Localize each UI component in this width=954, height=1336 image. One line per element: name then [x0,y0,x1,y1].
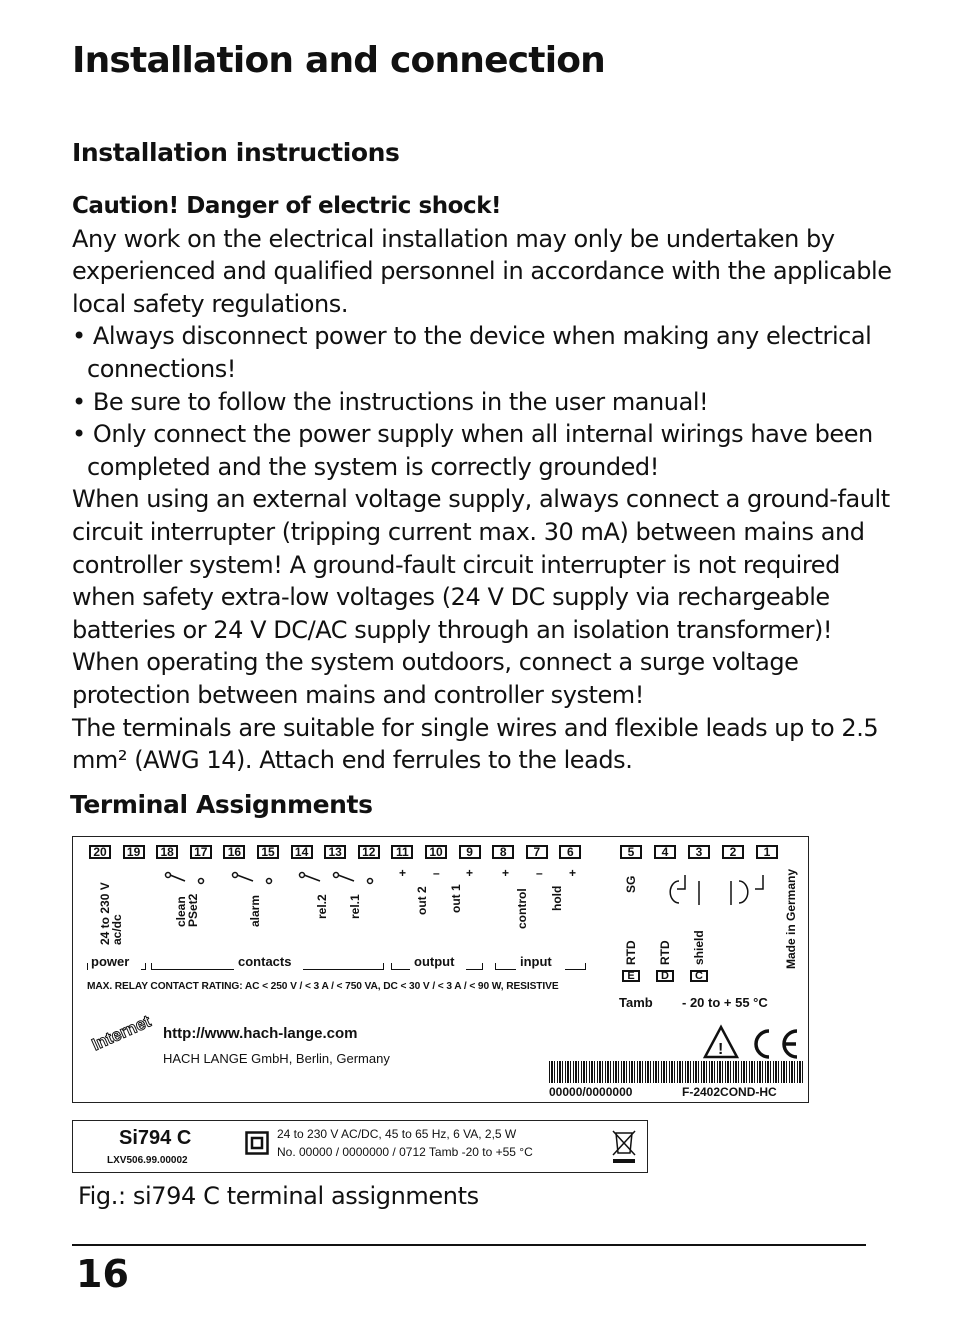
bracket-input-right [565,963,586,970]
terminal-18: 18 [156,845,178,859]
model-name: Si794 C [119,1127,192,1149]
bracket-power-left [87,963,88,970]
svg-text:!: ! [718,1041,724,1058]
group-output: output [414,954,455,969]
bullet-grounded: • Only connect the power supply when all internal wirings have been completed and the system is correctly grounded! [72,420,873,481]
section-heading-installation: Installation instructions [72,138,400,167]
bracket-input-left [495,963,516,970]
bracket-power-right [141,963,146,970]
terminal-14: 14 [291,845,313,859]
bullet-disconnect: • Always disconnect power to the device when making any electrical connections! [72,322,872,383]
svg-text:–: – [433,866,440,880]
barcode [549,1061,803,1083]
temp-range: - 20 to + 55 °C [682,995,768,1010]
paragraph-outdoors: When operating the system outdoors, connect a surge voltage protection between mains and controller system! [72,648,799,709]
max-relay-rating: MAX. RELAY CONTACT RATING: AC < 250 V / < 3 A / < 750 VA, DC < 30 V / < 3 A / < 90 W, RESISTIVE [87,981,559,992]
model-code: F-2402COND-HC [682,1085,777,1099]
double-insulation-icon [245,1131,269,1155]
made-in-germany: Made in Germany [784,868,798,969]
weee-bin-icon [611,1129,637,1165]
bracket-contacts-left [151,963,234,970]
warning-ce-icon [701,1023,801,1063]
caution-heading: Caution! Danger of electric shock! [72,193,502,219]
signal-rel2: rel.2 [315,894,329,919]
company-name: HACH LANGE GmbH, Berlin, Germany [163,1051,390,1066]
bracket-contacts-right [303,963,384,970]
terminal-1: 1 [756,845,778,859]
svg-text:+: + [466,866,474,880]
footer-rule [72,1244,866,1246]
signal-rtd-e: RTD [624,940,638,965]
paragraph-gfci: When using an external voltage supply, always connect a ground-fault circuit interrupter (tripping current max. 30 mA) between mains and controller system! A ground-fault circuit interrupter is not required when safety extra-low voltages (24 V DC supply via rechargeable batteries or 24 V DC/AC supply through an isolation transformer)! [72,485,890,644]
terminal-12: 12 [358,845,380,859]
tamb-label: Tamb [619,995,653,1010]
signal-out2: out 2 [415,886,429,915]
terminal-20: 20 [89,845,111,859]
spec-line-1: 24 to 230 V AC/DC, 45 to 65 Hz, 6 VA, 2,5 W [277,1127,517,1141]
section-heading-terminal: Terminal Assignments [70,790,373,819]
terminal-17: 17 [190,845,212,859]
terminal-16: 16 [223,845,245,859]
terminal-7: 7 [526,845,548,859]
svg-text:+: + [502,866,510,880]
internet-logo: Internet [89,1011,154,1055]
terminal-d: D [656,970,674,982]
terminal-13: 13 [324,845,346,859]
signal-hold: hold [550,885,564,911]
contact-symbols [73,837,810,957]
signal-power: 24 to 230 V ac/dc [98,882,124,945]
installation-text [72,190,892,777]
terminal-4: 4 [654,845,676,859]
page-title: Installation and connection [72,40,605,81]
paragraph-terminals: The terminals are suitable for single wires and flexible leads up to 2.5 mm² (AWG 14). Attach end ferrules to the leads. [72,713,879,775]
svg-text:+: + [399,866,407,880]
page-number: 16 [76,1252,129,1296]
signal-rtd-d: RTD [658,940,672,965]
svg-text:+: + [569,866,577,880]
terminal-11: 11 [391,845,413,859]
type-plate [72,1120,648,1173]
terminal-e: E [622,970,640,982]
terminal-c: C [690,970,708,982]
group-input: input [520,954,552,969]
bullet-manual: • Be sure to follow the instructions in the user manual! [72,387,709,416]
terminal-3: 3 [688,845,710,859]
terminal-6: 6 [559,845,581,859]
bracket-output-left [391,963,410,970]
bracket-output-right [466,963,483,970]
group-power: power [91,954,130,969]
terminal-10: 10 [425,845,447,859]
signal-sg: SG [624,875,638,893]
figure-caption: Fig.: si794 C terminal assignments [78,1182,479,1210]
website-url[interactable]: http://www.hach-lange.com [163,1025,358,1042]
group-contacts: contacts [238,954,292,969]
terminal-5: 5 [620,845,642,859]
svg-text:–: – [536,866,543,880]
signal-alarm: alarm [248,894,262,927]
terminal-label [72,836,809,1103]
signal-clean-pset2: clean PSet2 [174,893,200,927]
spec-line-2: No. 00000 / 0000000 / 0712 Tamb -20 to +55 °C [277,1145,533,1159]
terminal-2: 2 [722,845,744,859]
terminal-15: 15 [257,845,279,859]
serial-number: 00000/0000000 [549,1085,633,1099]
signal-out1: out 1 [449,884,463,913]
signal-shield: shield [692,930,706,965]
paragraph-qualified: Any work on the electrical installation may only be undertaken by experienced and qualified personnel in accordance with the applicable local safety regulations. [72,224,892,318]
signal-rel1: rel.1 [348,894,362,919]
signal-control: control [515,888,529,929]
part-number: LXV506.99.00002 [107,1155,188,1166]
terminal-8: 8 [492,845,514,859]
terminal-19: 19 [123,845,145,859]
terminal-9: 9 [459,845,481,859]
